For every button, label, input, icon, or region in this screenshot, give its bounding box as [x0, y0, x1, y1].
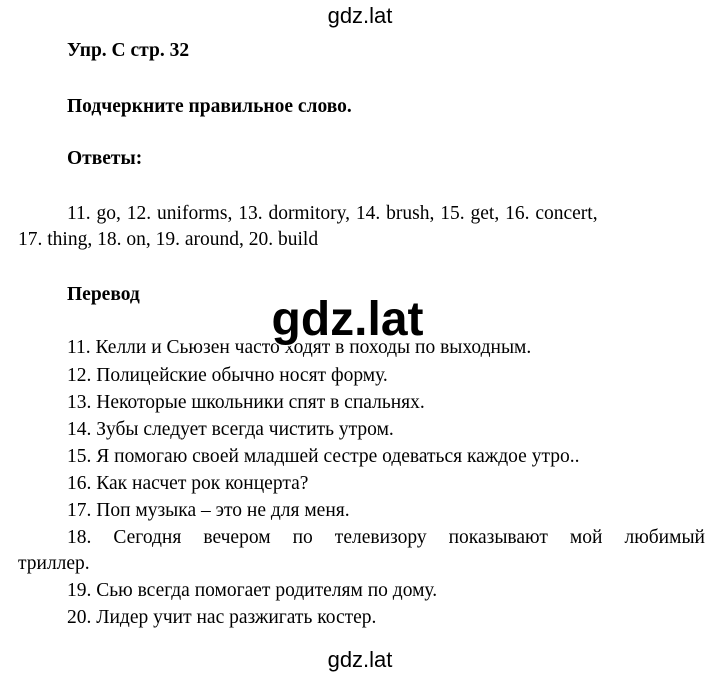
answers-line-2: 17. thing, 18. on, 19. around, 20. build [18, 229, 319, 250]
watermark-top: gdz.lat [327, 3, 393, 28]
translation-line: 18. Сегодня вечером по телевизору показывают мой любимый [67, 527, 705, 548]
translation-heading: Перевод [67, 284, 140, 305]
watermark-bottom: gdz.lat [327, 647, 393, 672]
translation-line: 14. Зубы следует всегда чистить утром. [67, 419, 394, 440]
watermark-center: gdz.lat [271, 293, 424, 346]
translation-line: 19. Сью всегда помогает родителям по дому. [67, 580, 438, 601]
translation-line: 12. Полицейские обычно носят форму. [67, 365, 388, 386]
translation-line: 11. Келли и Сьюзен часто ходят в походы по выходным. [67, 337, 532, 358]
answers-line-1: 11. go, 12. uniforms, 13. dormitory, 14. brush, 15. get, 16. concert, [67, 203, 598, 224]
translation-line: 15. Я помогаю своей младшей сестре одеваться каждое утро.. [67, 446, 580, 467]
translation-line: триллер. [18, 553, 90, 574]
instruction: Подчеркните правильное слово. [67, 96, 352, 117]
exercise-title: Упр. C стр. 32 [67, 40, 190, 61]
translation-line: 17. Поп музыка – это не для меня. [67, 500, 350, 521]
translation-line: 20. Лидер учит нас разжигать костер. [67, 607, 377, 628]
translation-line: 16. Как насчет рок концерта? [67, 473, 309, 494]
translation-line: 13. Некоторые школьники спят в спальнях. [67, 392, 425, 413]
answers-heading: Ответы: [67, 148, 143, 169]
